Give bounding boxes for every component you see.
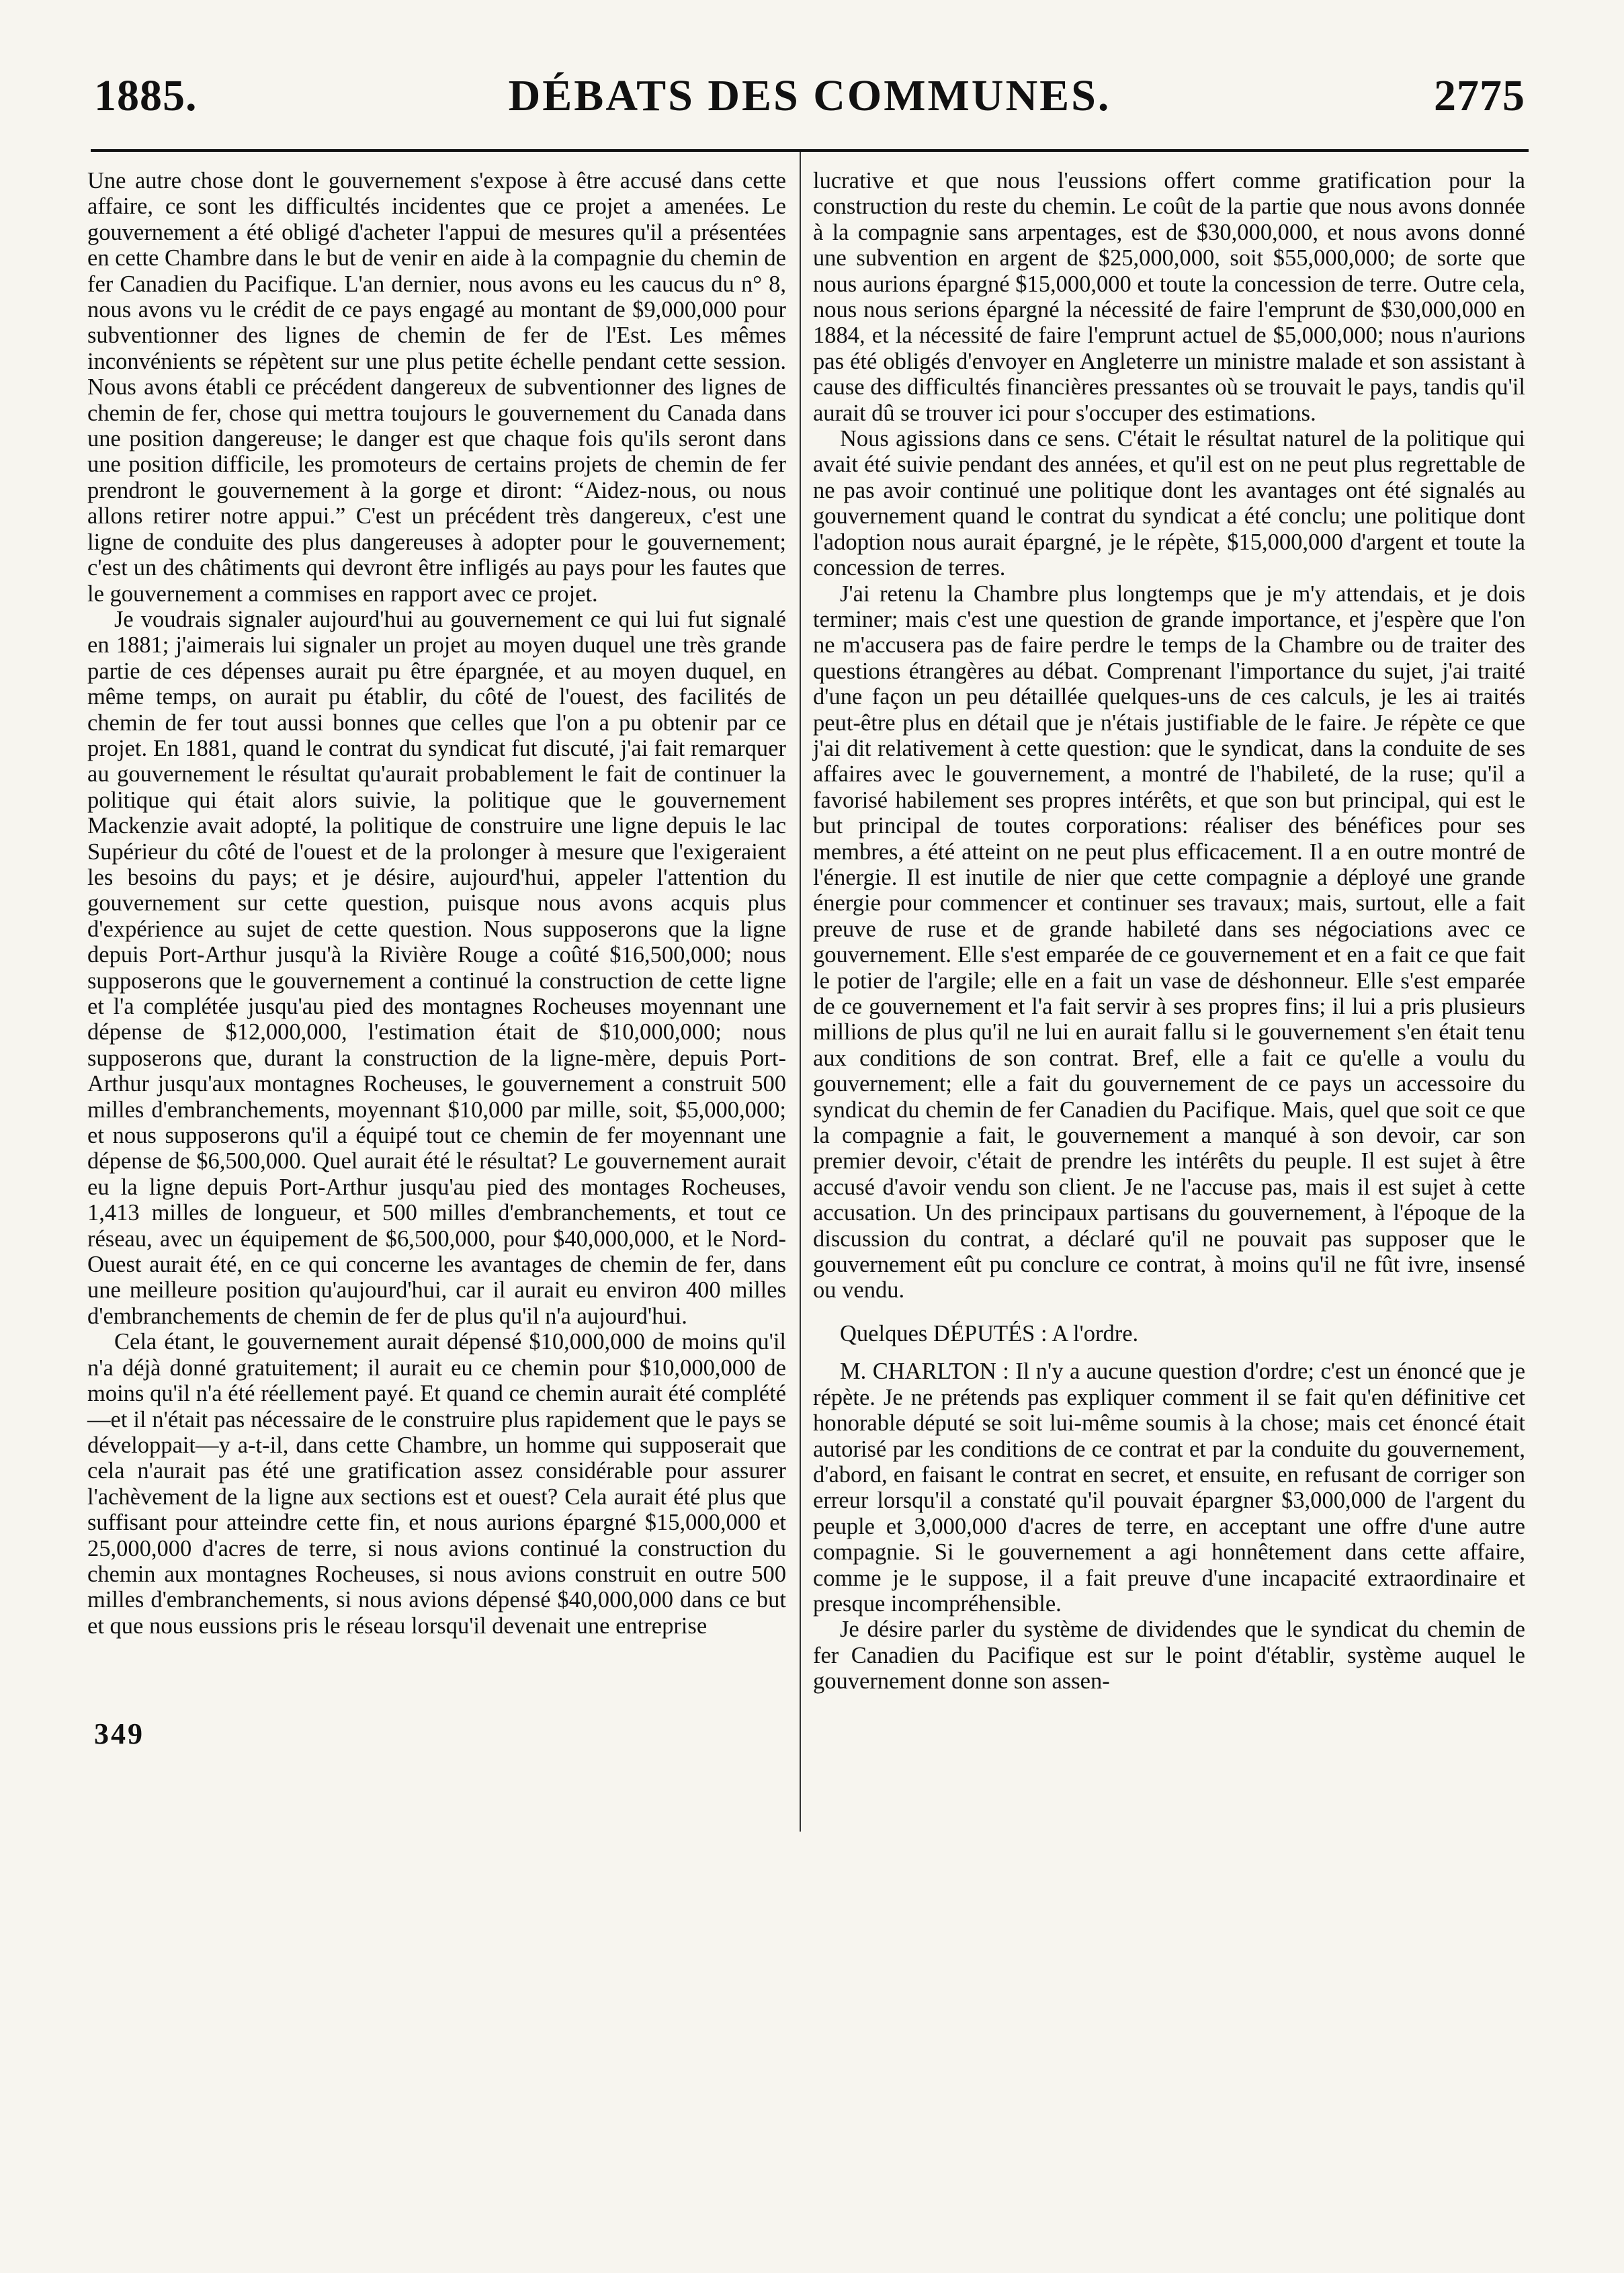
charlton-speech bbox=[813, 1359, 1525, 1617]
interjection-text: A l'ordre. bbox=[1052, 1320, 1139, 1346]
charlton-text: Il n'y a aucune question d'ordre; c'est un énoncé que je répète. Je ne prétends pas expliquer comment il se fait qu'en définitive cet honorable député se soit lui-même soumis à la chose; mais cet énoncé était autorisé par les conditions de ce contrat et par la conduite du gouvernement, d'abord, en faisant le contrat en secret, et ensuite, en refusant de corriger son erreur lorsqu'il a constaté qu'il pouvait épargner $3,000,000 de l'argent du peuple et 3,000,000 d'acres de terre, en acceptant une offre d'une autre compagnie. Si le gouvernement a agi honnêtement dans cette affaire, comme je le suppose, il a fait preuve d'une incapacité extraordinaire et presque incompréhensible. bbox=[813, 1359, 1526, 1617]
header-page-number: 2775 bbox=[1434, 71, 1525, 120]
interjection-speaker: Quelques DÉPUTÉS : bbox=[840, 1320, 1048, 1346]
header-rule bbox=[91, 149, 1529, 152]
left-column bbox=[87, 168, 786, 1639]
header-title: DÉBATS DES COMMUNES. bbox=[508, 71, 1111, 120]
right-paragraph-1: lucrative et que nous l'eussions offert comme gratification pour la construction du reste du chemin. Le coût de la partie que nous avons donnée à la compagnie sans arpentages, est de $30,000,000, et nous avons donné une subvention en argent de $25,000,000, soit $55,000,000; de sorte que nous aurions épargné $15,000,000 et toute la concession de terre. Outre cela, nous nous serions épargné la nécessité de faire l'emprunt de $30,000,000 en 1884, et la nécessité de faire l'emprunt actuel de $5,000,000; nous n'aurions pas été obligés d'envoyer en Angleterre un ministre malade et son assistant à cause des difficultés financières pressantes où se trouvait le pays, tandis qu'il aurait dû se trouver ici pour s'occuper des estimations. bbox=[813, 168, 1525, 426]
left-paragraph-1: Une autre chose dont le gouvernement s'expose à être accusé dans cette affaire, ce sont les difficultés incidentes que ce projet a amenées. Le gouvernement a été obligé d'acheter l'appui de mesures qu'il a présentées en cette Chambre dans le but de venir en aide à la compagnie du chemin de fer Canadien du Pacifique. L'an dernier, nous avons eu les caucus du n° 8, nous avons vu le crédit de ce pays engagé au montant de $9,000,000 pour subventionner des lignes de chemin de fer de l'Est. Les mêmes inconvénients se répètent sur une plus petite échelle pendant cette session. Nous avons établi ce précédent dangereux de subventionner des lignes de chemin de fer, chose qui mettra toujours le gouvernement du Canada dans une position dangereuse; le danger est que chaque fois qu'ils seront dans une position difficile, les promoteurs de certains projets de chemin de fer prendront le gouvernement à la gorge et diront: “Aidez-nous, ou nous allons retirer notre appui.” C'est un précédent très dangereux, c'est une ligne de conduite des plus dangereuses à adopter pour le gouvernement; c'est un des châtiments qui devront être infligés au pays pour les fautes que le gouvernement a commises en rapport avec ce projet. bbox=[87, 168, 786, 607]
column-divider bbox=[800, 152, 801, 1832]
folio-number: 349 bbox=[94, 1717, 144, 1750]
left-paragraph-3: Cela étant, le gouvernement aurait dépensé $10,000,000 de moins qu'il n'a déjà donné gratuitement; il aurait eu ce chemin pour $10,000,000 de moins qu'il n'a été réellement payé. Et quand ce chemin aurait été complété—et il n'était pas nécessaire de le construire plus rapidement que le pays se développait—y a-t-il, dans cette Chambre, un homme qui supposerait que cela n'aurait pas été une gratification assez considérable pour assurer l'achèvement de la ligne aux sections est et ouest? Cela aurait été plus que suffisant pour atteindre cette fin, et nous aurions épargné $15,000,000 et 25,000,000 d'acres de terre, si nous avions continué la construction du chemin aux montagnes Rocheuses, si nous avions construit en outre 500 milles d'embranchements, si nous avions dépensé $40,000,000 dans ce but et que nous eussions pris le réseau lorsqu'il devenait une entreprise bbox=[87, 1329, 786, 1639]
header-year: 1885. bbox=[94, 71, 198, 120]
right-paragraph-3: J'ai retenu la Chambre plus longtemps que je m'y attendais, et je dois terminer; mais c'est une question de grande importance, et j'espère que l'on ne m'accusera pas de faire perdre le temps de la Chambre ou de traiter des questions étrangères au débat. Comprenant l'importance du sujet, j'ai traité d'une façon un peu détaillée quelques-uns de ces calculs, je les ai traités peut-être plus en détail que je n'étais justifiable de le faire. Je répète ce que j'ai dit relativement à cette question: que le syndicat, dans la conduite de ses affaires avec le gouvernement, a montré de l'habileté, de la ruse; qu'il a favorisé habilement ses propres intérêts, et que son but principal, qui est le but principal de toutes corporations: réaliser des bénéfices pour ses membres, a été atteint on ne peut plus efficacement. Il a en outre montré de l'énergie. Il est inutile de nier que cette compagnie a déployé une grande énergie pour commencer et continuer ses travaux; mais, surtout, elle a fait preuve de ruse et de grande habileté dans ses négociations avec ce gouvernement. Elle s'est emparée de ce gouvernement et en a fait ce que fait le potier de l'argile; elle en a fait un vase de déshonneur. Elle s'est emparée de ce gouvernement et l'a fait servir à ses propres fins; il lui a pris plusieurs millions de plus qu'il ne lui en aurait fallu si le gouvernement s'en était tenu aux conditions de son contrat. Bref, elle a fait ce qu'elle a voulu du gouvernement; elle a fait du gouvernement de ce pays un accessoire du syndicat du chemin de fer Canadien du Pacifique. Mais, quel que soit ce que la compagnie a fait, le gouvernement a manqué à son devoir, car son premier devoir, c'était de prendre les intérêts du peuple. Il est sujet à être accusé d'avoir vendu son client. Je ne l'accuse pas, mais il est sujet à cette accusation. Un des principaux partisans du gouvernement, à l'époque de la discussion du contrat, a déclaré qu'il ne pouvait pas supposer que le gouvernement eût pu conclure ce contrat, à moins qu'il ne fût ivre, insensé ou vendu. bbox=[813, 581, 1525, 1303]
page-header bbox=[94, 71, 1525, 138]
interjection bbox=[813, 1321, 1525, 1346]
right-paragraph-2: Nous agissions dans ce sens. C'était le résultat naturel de la politique qui avait été suivie pendant des années, et qu'il est on ne peut plus regrettable de ne pas avoir continué une politique dont les avantages ont été signalés au gouvernement quand le contrat du syndicat a été conclu; une politique dont l'adoption nous aurait épargné, je le répète, $15,000,000 d'argent et toute la concession de terres. bbox=[813, 426, 1525, 581]
left-paragraph-2: Je voudrais signaler aujourd'hui au gouvernement ce qui lui fut signalé en 1881; j'aimerais lui signaler un projet au moyen duquel une très grande partie de ces dépenses aurait pu être épargnée, et au moyen duquel, en même temps, on aurait pu établir, du côté de l'ouest, des facilités de chemin de fer tout aussi bonnes que celles que l'on a pu obtenir par ce projet. En 1881, quand le contrat du syndicat fut discuté, j'ai fait remarquer au gouvernement le résultat qu'aurait probablement le fait de continuer la politique qui était alors suivie, la politique que le gouvernement Mackenzie avait adopté, la politique de construire une ligne depuis le lac Supérieur du côté de l'ouest et de la prolonger à mesure que l'exigeraient les besoins du pays; et je désire, aujourd'hui, appeler l'attention du gouvernement sur cette question, puisque nous avons acquis plus d'expérience au sujet de cette question. Nous supposerons que la ligne depuis Port-Arthur jusqu'à la Rivière Rouge a coûté $16,500,000; nous supposerons que le gouvernement a continué la construction de cette ligne et l'a complétée jusqu'au pied des montagnes Rocheuses moyennant une dépense de $12,000,000, l'estimation était de $10,000,000; nous supposerons que, durant la construction de la ligne-mère, depuis Port-Arthur jusqu'aux montagnes Rocheuses, le gouvernement a construit 500 milles d'embranchements, moyennant $10,000 par mille, soit, $5,000,000; et nous supposerons qu'il a équipé tout ce chemin de fer moyennant une dépense de $6,500,000. Quel aurait été le résultat? Le gouvernement aurait eu la ligne depuis Port-Arthur jusqu'au pied des montages Rocheuses, 1,413 milles de longueur, et 500 milles d'embranchements, et tout ce réseau, avec un équipement de $6,500,000, pour $40,000,000, et le Nord-Ouest aurait été, en ce qui concerne les avantages de chemin de fer, dans une meilleure position qu'aujourd'hui, car il aurait eu environ 400 milles d'embranchements de chemin de fer de plus qu'il n'a aujourd'hui. bbox=[87, 606, 786, 1329]
right-column bbox=[813, 168, 1525, 1695]
charlton-speaker: M. CHARLTON : bbox=[840, 1359, 1009, 1385]
right-final-paragraph: Je désire parler du système de dividendes que le syndicat du chemin de fer Canadien du Pacifique est sur le point d'établir, système auquel le gouvernement donne son assen- bbox=[813, 1617, 1525, 1695]
